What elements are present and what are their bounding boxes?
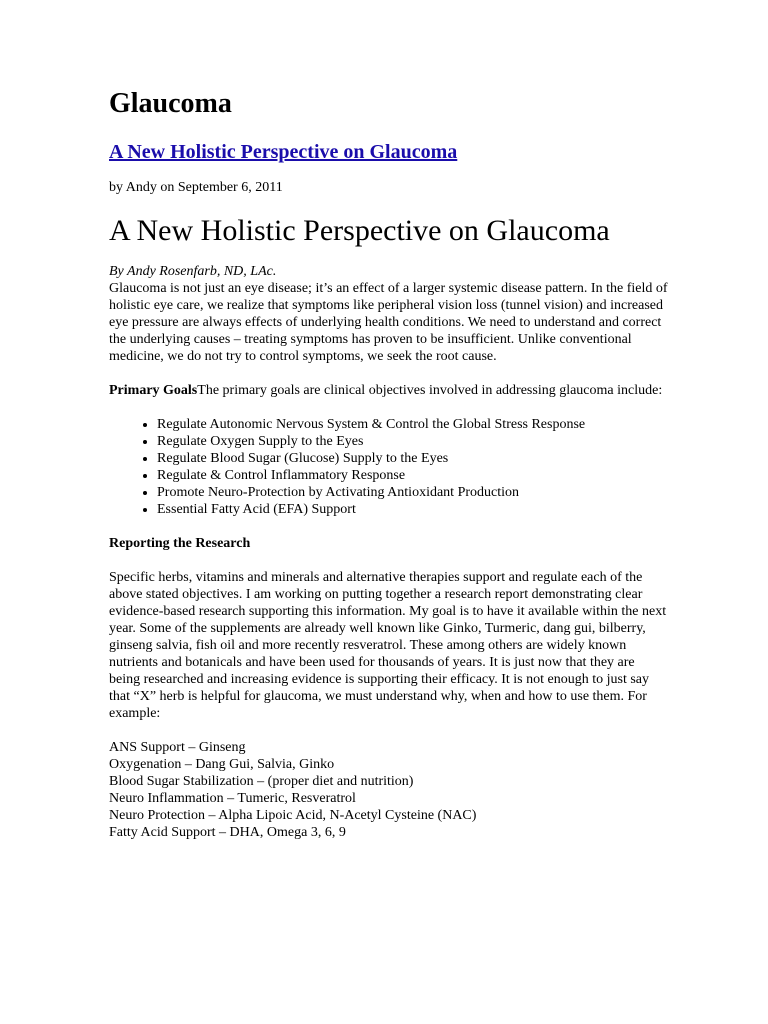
intro-paragraph: Glaucoma is not just an eye disease; it’s an effect of a larger systemic disease pattern. In the field of holistic eye care, we realize that symptoms like peripheral vision loss (tunnel vision) and increased eye pressure are always effects of underlying health conditions. We need to understand and correct the underlying causes – treating symptoms has proven to be insufficient. Unlike conventional medicine, we do not try to control symptoms, we seek the root cause. xyxy=(109,281,668,364)
goals-list-item: • Regulate Autonomic Nervous System & Control the Global Stress Response xyxy=(157,416,669,433)
spacer xyxy=(109,399,669,416)
support-line: Fatty Acid Support – DHA, Omega 3, 6, 9 xyxy=(109,825,346,840)
author-line: By Andy Rosenfarb, ND, LAc. xyxy=(109,264,277,279)
goals-list-item: • Regulate Oxygen Supply to the Eyes xyxy=(157,433,669,450)
spacer xyxy=(109,518,669,535)
goals-list xyxy=(109,416,669,518)
support-line: ANS Support – Ginseng xyxy=(109,740,246,755)
post-title-link[interactable]: A New Holistic Perspective on Glaucoma xyxy=(109,141,458,163)
goals-label: Primary Goals xyxy=(109,383,198,398)
support-line: Oxygenation – Dang Gui, Salvia, Ginko xyxy=(109,757,335,772)
support-line: Neuro Protection – Alpha Lipoic Acid, N-Acetyl Cysteine (NAC) xyxy=(109,808,477,823)
spacer xyxy=(109,722,669,739)
post-byline: by Andy on September 6, 2011 xyxy=(109,180,283,195)
spacer xyxy=(109,552,669,569)
article-body xyxy=(109,263,669,841)
goals-list-item: • Regulate Blood Sugar (Glucose) Supply to the Eyes xyxy=(157,450,669,467)
site-title: Glaucoma xyxy=(109,88,232,119)
support-line: Blood Sugar Stabilization – (proper diet and nutrition) xyxy=(109,774,414,789)
goals-list-item: • Regulate & Control Inflammatory Response xyxy=(157,467,669,484)
goals-text: The primary goals are clinical objectives involved in addressing glaucoma include: xyxy=(197,383,663,398)
goals-list-item: • Essential Fatty Acid (EFA) Support xyxy=(157,501,669,518)
research-paragraph: Specific herbs, vitamins and minerals and alternative therapies support and regulate each of the above stated objectives. I am working on putting together a research report demonstrating clear evidence-based research supporting this information. My goal is to have it available within the next year. Some of the supplements are already well known like Ginko, Turmeric, dang gui, bilberry, ginseng salvia, fish oil and more recently resveratrol. These among others are widely known nutrients and botanicals and have been used for thousands of years. It is just now that they are being researched and increasing evidence is supporting their efficacy. It is not enough to just say that “X” herb is helpful for glaucoma, we must understand why, when and how to use them. For example: xyxy=(109,570,667,721)
research-heading: Reporting the Research xyxy=(109,536,251,551)
support-line: Neuro Inflammation – Tumeric, Resveratrol xyxy=(109,791,356,806)
article-heading: A New Holistic Perspective on Glaucoma xyxy=(109,214,610,247)
goals-paragraph xyxy=(109,382,669,399)
goals-list-item: • Promote Neuro-Protection by Activating Antioxidant Production xyxy=(157,484,669,501)
spacer xyxy=(109,365,669,382)
